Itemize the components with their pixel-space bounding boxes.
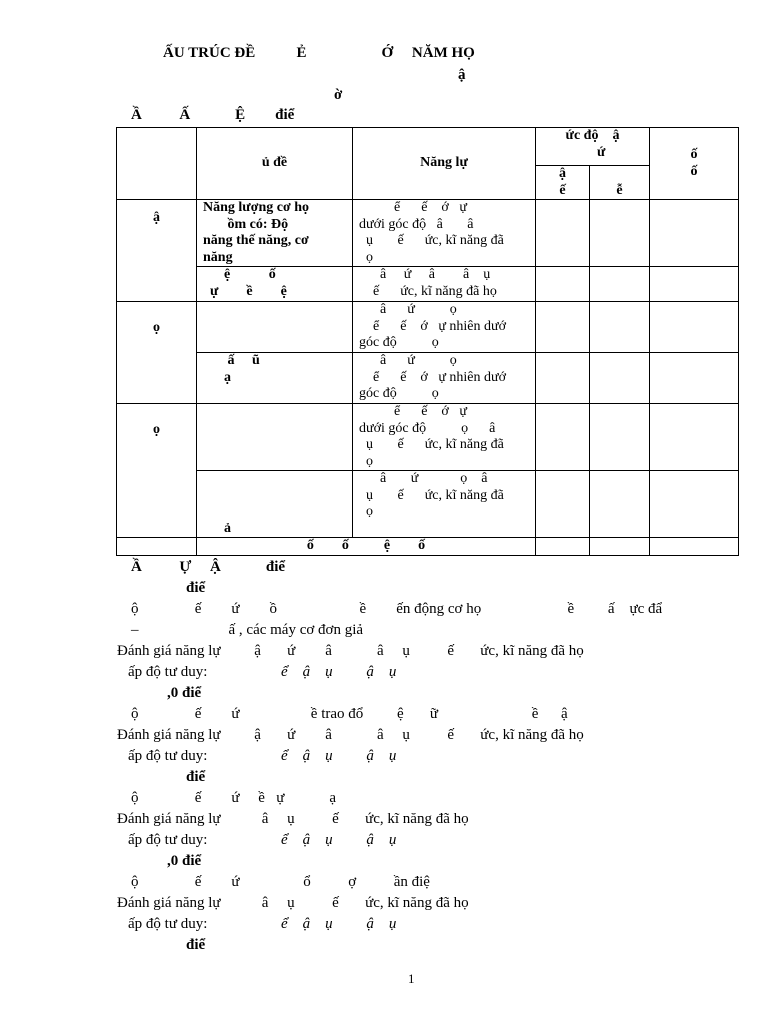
count-cell bbox=[650, 302, 739, 353]
exam-matrix-table bbox=[116, 127, 739, 556]
total-level-cell bbox=[536, 538, 590, 556]
level-cell bbox=[536, 200, 590, 267]
level-cell bbox=[536, 267, 590, 302]
body-line: ộ ế ứ ề ự ạ bbox=[131, 790, 336, 806]
header-subcell-1: ậ ế bbox=[536, 166, 590, 200]
title-line-3: ờ bbox=[334, 87, 343, 103]
total-level-cell bbox=[590, 538, 650, 556]
topic-cell: ả bbox=[197, 471, 353, 538]
score-line: điể bbox=[186, 769, 206, 785]
count-cell bbox=[650, 267, 739, 302]
body-line: ộ ế ứ ổ ợ ần điệ bbox=[131, 874, 430, 890]
level-cell bbox=[590, 302, 650, 353]
level-cell bbox=[590, 200, 650, 267]
body-line: ộ ế ứ ề trao đổ ệ ữ ề ậ bbox=[131, 706, 568, 722]
section-1-heading: Ầ Ấ Ệ điể bbox=[131, 107, 295, 123]
total-label-cell bbox=[117, 538, 197, 556]
level-cell bbox=[536, 302, 590, 353]
chapter-cell-1: ậ bbox=[117, 200, 197, 302]
body-line: – ấ , các máy cơ đơn giả bbox=[131, 622, 364, 638]
body-line: Đánh giá năng lự ậ ứ â â ụ ế ức, kĩ năng đã họ bbox=[117, 727, 584, 743]
body-line-italic: ể ậ ụ ậ ụ bbox=[281, 832, 397, 848]
body-line: Đánh giá năng lự â ụ ế ức, kĩ năng đã họ bbox=[117, 811, 469, 827]
body-line: ấp độ tư duy: bbox=[128, 748, 208, 764]
level-cell bbox=[536, 404, 590, 471]
chapter-cell-2: ọ bbox=[117, 302, 197, 404]
topic-cell: ấ ũ ạ bbox=[197, 353, 353, 404]
body-line: ấp độ tư duy: bbox=[128, 664, 208, 680]
count-cell bbox=[650, 404, 739, 471]
level-cell bbox=[536, 471, 590, 538]
count-cell bbox=[650, 471, 739, 538]
level-cell bbox=[590, 404, 650, 471]
competency-cell: ể ế ớ ự dưới góc độ â â ụ ế ức, kĩ năng đã ọ bbox=[353, 200, 536, 267]
score-line: điể bbox=[186, 580, 206, 596]
level-cell bbox=[590, 471, 650, 538]
competency-cell: ể ế ớ ự dưới góc độ ọ â ụ ế ức, kĩ năng đã ọ bbox=[353, 404, 536, 471]
topic-cell bbox=[197, 404, 353, 471]
total-count-cell bbox=[650, 538, 739, 556]
header-cell-topic: ủ đề bbox=[197, 128, 353, 200]
score-line: ,0 điể bbox=[167, 853, 202, 869]
chapter-cell-3: ọ bbox=[117, 404, 197, 538]
level-cell bbox=[536, 353, 590, 404]
competency-cell: â ứ â â ụ ế ức, kĩ năng đã họ bbox=[353, 267, 536, 302]
body-line-italic: ể ậ ụ ậ ụ bbox=[281, 748, 397, 764]
header-subcell-2: ễ bbox=[590, 166, 650, 200]
body-line-italic: ể ậ ụ ậ ụ bbox=[281, 664, 397, 680]
competency-cell: â ứ ọ ể ế ớ ự nhiên dướ góc độ ọ bbox=[353, 353, 536, 404]
topic-cell bbox=[197, 302, 353, 353]
level-cell bbox=[590, 353, 650, 404]
topic-cell: Năng lượng cơ họ ồm có: Độ năng thế năng, cơ năng bbox=[197, 200, 353, 267]
title-line-2: ậ bbox=[458, 67, 466, 83]
document-title: ẤU TRÚC ĐỀ Ẻ Ớ NĂM HỌ bbox=[163, 45, 475, 61]
body-line: ấp độ tư duy: bbox=[128, 832, 208, 848]
body-line: ấp độ tư duy: bbox=[128, 916, 208, 932]
competency-cell: â ứ ọ â ụ ế ức, kĩ năng đã ọ bbox=[353, 471, 536, 538]
header-cell-count: ố ố bbox=[650, 128, 739, 200]
body-line: Đánh giá năng lự ậ ứ â â ụ ế ức, kĩ năng đã họ bbox=[117, 643, 584, 659]
level-cell bbox=[590, 267, 650, 302]
score-line: ,0 điể bbox=[167, 685, 202, 701]
header-cell-level: ức độ ậ ứ bbox=[536, 128, 650, 166]
body-line: ộ ế ứ ồ ề ến động cơ họ ề ấ ực đẩ bbox=[131, 601, 663, 617]
count-cell bbox=[650, 200, 739, 267]
header-cell-competency: Năng lự bbox=[353, 128, 536, 200]
header-cell-blank bbox=[117, 128, 197, 200]
score-line: điể bbox=[186, 937, 206, 953]
section-2-heading: Ầ Ự Ậ điể bbox=[131, 559, 286, 575]
total-row-cell: ố ố ệ ố bbox=[197, 538, 536, 556]
competency-cell: â ứ ọ ể ế ớ ự nhiên dướ góc độ ọ bbox=[353, 302, 536, 353]
topic-cell: ệ ố ự ề ệ bbox=[197, 267, 353, 302]
body-line-italic: ể ậ ụ ậ ụ bbox=[281, 916, 397, 932]
body-line: Đánh giá năng lự â ụ ế ức, kĩ năng đã họ bbox=[117, 895, 469, 911]
page-number: 1 bbox=[408, 971, 415, 986]
count-cell bbox=[650, 353, 739, 404]
